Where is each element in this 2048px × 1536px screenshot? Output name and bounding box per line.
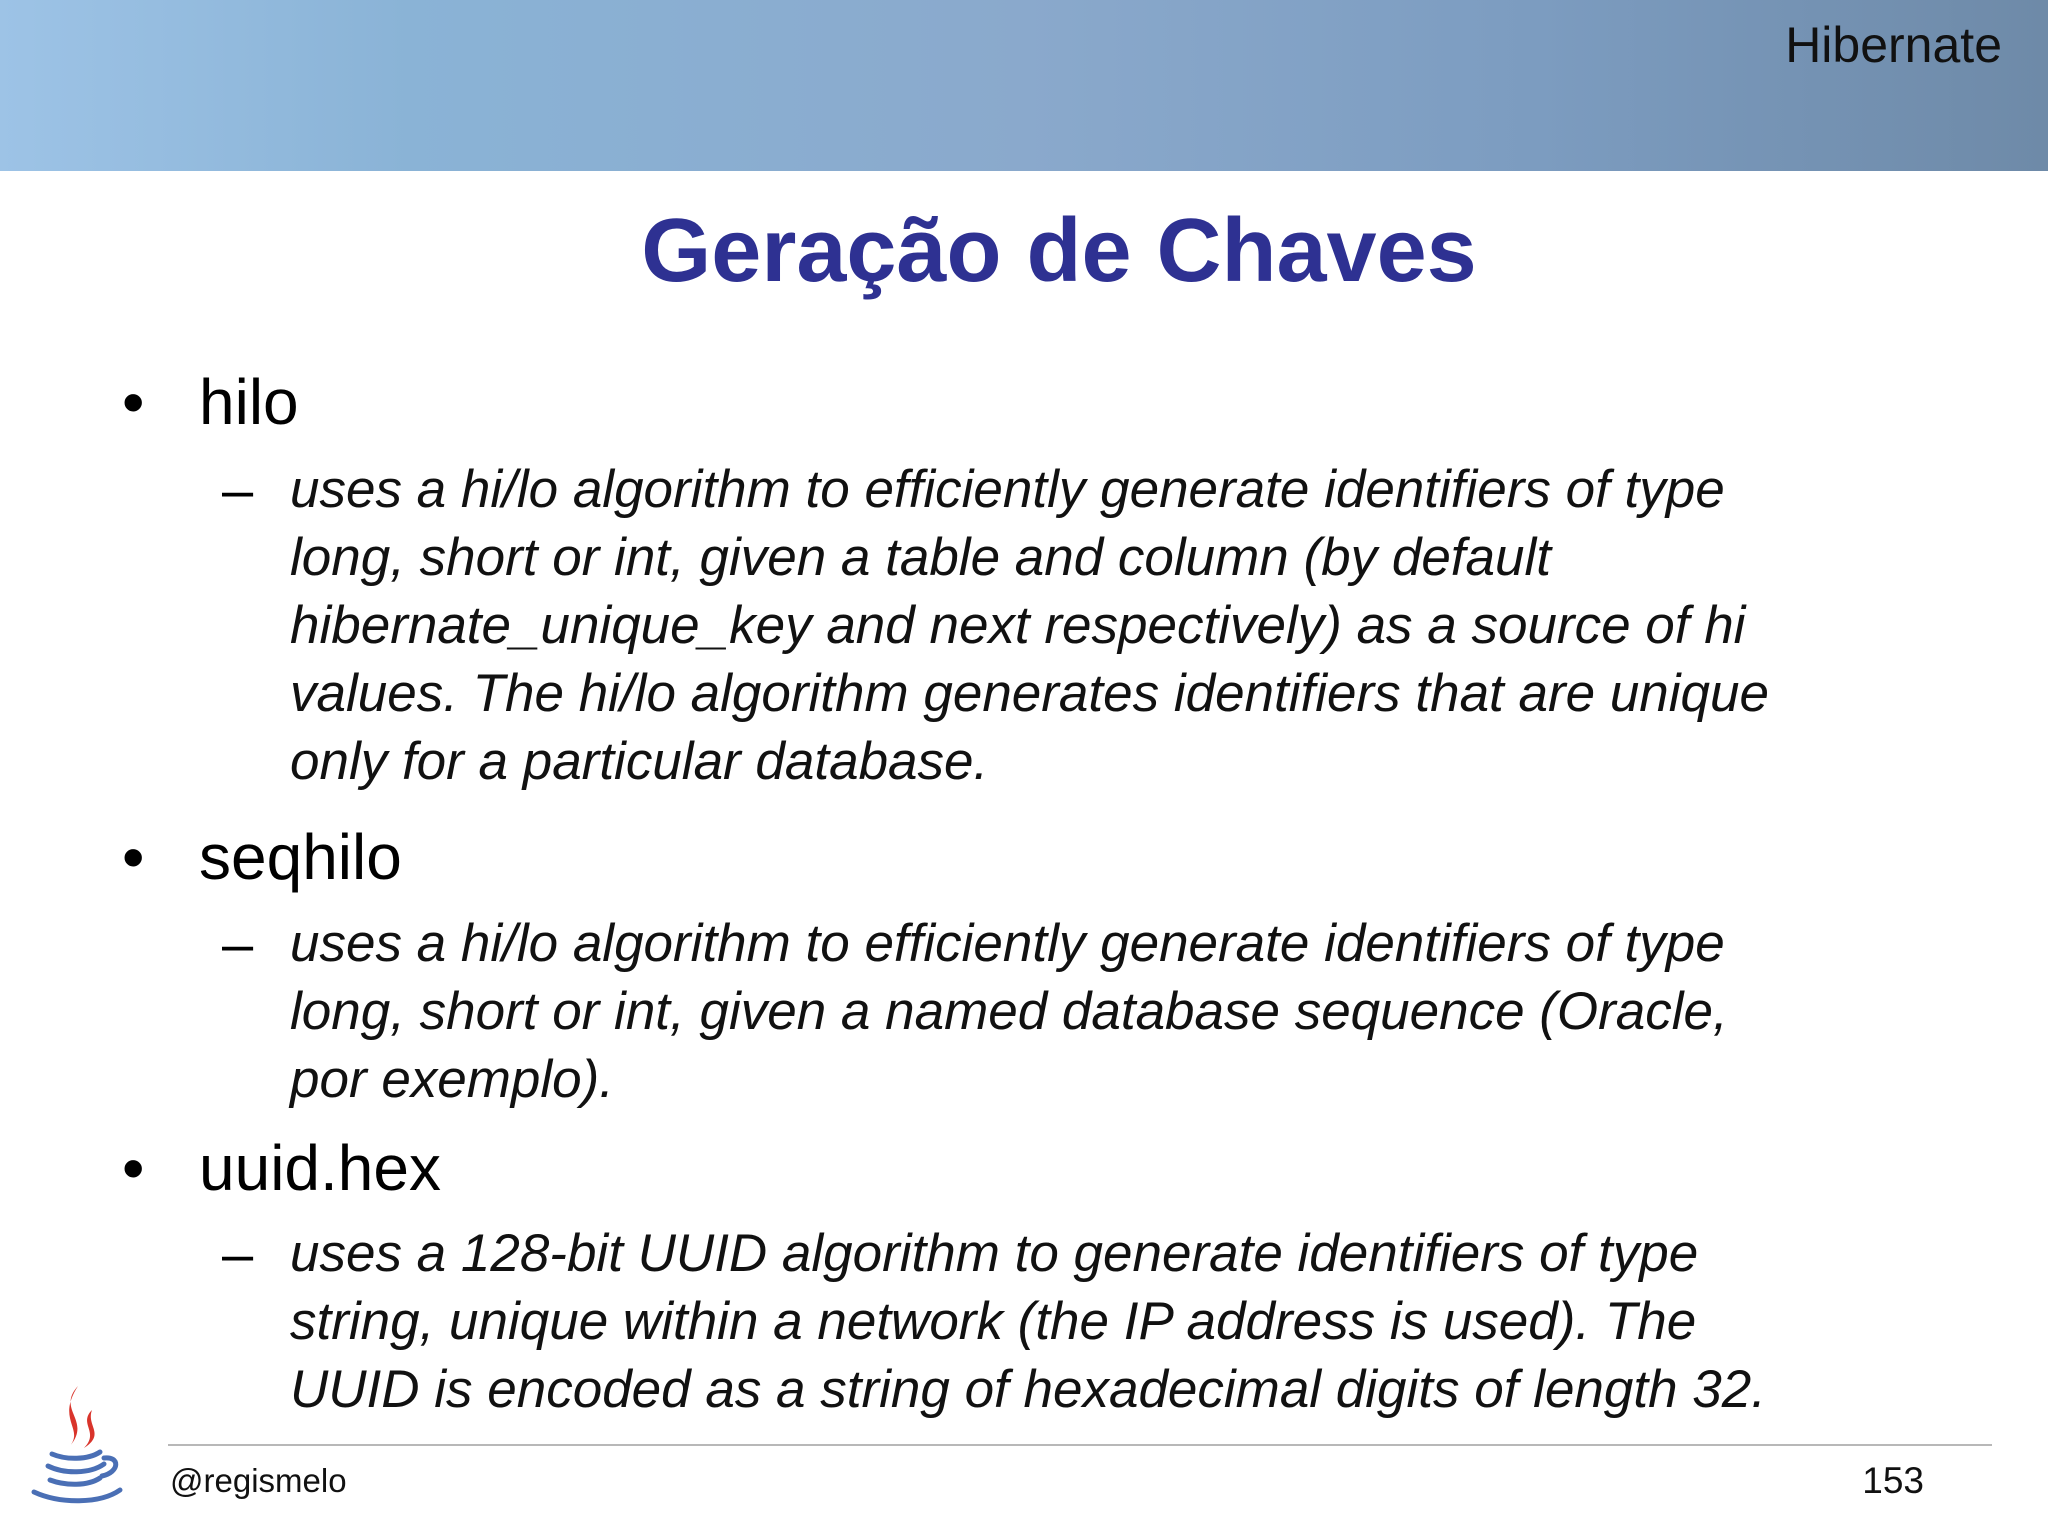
bullet-term: uuid.hex bbox=[199, 1132, 441, 1204]
sub-bullet-marker: – bbox=[222, 458, 254, 521]
page-number: 153 bbox=[1862, 1460, 1924, 1501]
sub-bullet-marker: – bbox=[222, 1222, 254, 1285]
bullet-term: hilo bbox=[199, 366, 299, 438]
footer-divider bbox=[168, 1444, 1992, 1446]
sub-bullet-text: uses a hi/lo algorithm to efficiently generate identifiers of type long, short or int, given a table and column (by default hibernate_unique_key and next respectively) as a source of hi values. The hi/lo algorithm generates identifiers that are unique only for a particular database. bbox=[290, 460, 1769, 791]
java-cup-icon bbox=[26, 1380, 126, 1508]
sub-bullet-marker: – bbox=[222, 912, 254, 975]
bullet-marker: • bbox=[122, 366, 145, 438]
slide-title: Geração de Chaves bbox=[641, 201, 1477, 301]
bullet-marker: • bbox=[122, 1132, 145, 1204]
bullet-marker: • bbox=[122, 821, 145, 893]
sub-bullet-text: uses a hi/lo algorithm to efficiently generate identifiers of type long, short or int, given a named database sequence (Oracle, por exemplo). bbox=[290, 914, 1728, 1109]
footer-handle: @regismelo bbox=[170, 1462, 347, 1499]
bullet-term: seqhilo bbox=[199, 821, 402, 893]
sub-bullet-text: uses a 128-bit UUID algorithm to generate identifiers of type string, unique within a network (the IP address is used). The UUID is encoded as a string of hexadecimal digits of length 32. bbox=[290, 1224, 1766, 1419]
course-label: Hibernate bbox=[1785, 17, 2002, 73]
